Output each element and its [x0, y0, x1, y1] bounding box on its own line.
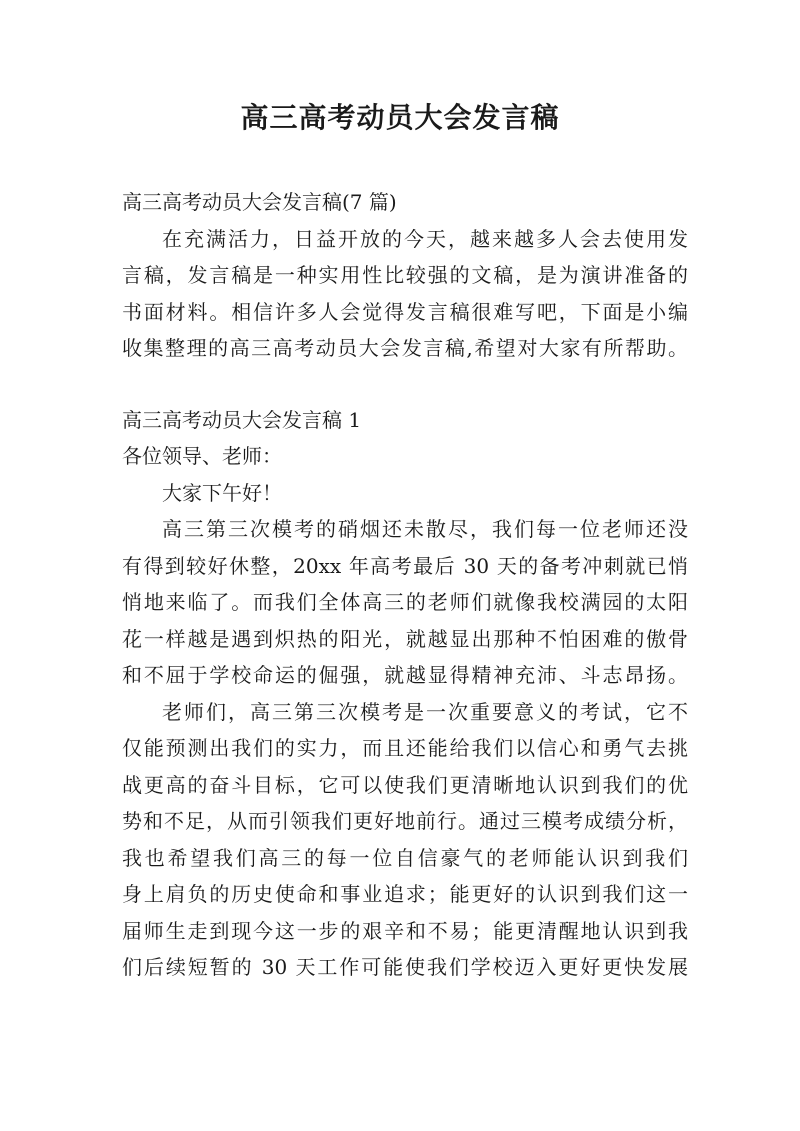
intro-line: 书面材料。相信许多人会觉得发言稿很难写吧，下面是小编 [122, 299, 688, 324]
paragraph-line: 我也希望我们高三的每一位自信豪气的老师能认识到我们 [122, 845, 688, 870]
paragraph-line: 花一样越是遇到炽热的阳光，就越显出那种不怕困难的傲骨 [122, 626, 688, 651]
document-subtitle: 高三高考动员大会发言稿(7 篇) [122, 190, 397, 214]
intro-paragraph [122, 221, 688, 367]
paragraph-line: 和不屈于学校命运的倔强，就越显得精神充沛、斗志昂扬。 [122, 663, 688, 687]
paragraph-line: 悄地来临了。而我们全体高三的老师们就像我校满园的太阳 [122, 590, 688, 614]
paragraph-line: 们后续短暂的 30 天工作可能使我们学校迈入更好更快发展 [122, 955, 688, 979]
paragraph-line: 老师们，高三第三次模考是一次重要意义的考试，它不 [162, 699, 688, 724]
section-heading: 高三高考动员大会发言稿 1 [122, 407, 362, 432]
document-body [122, 184, 688, 986]
greeting: 大家下午好！ [162, 480, 282, 505]
paragraph-line: 身上肩负的历史使命和事业追求；能更好的认识到我们这一 [122, 882, 688, 906]
intro-line: 收集整理的高三高考动员大会发言稿,希望对大家有所帮助。 [122, 336, 688, 360]
salutation: 各位领导、老师： [122, 444, 282, 468]
paragraph-line: 势和不足，从而引领我们更好地前行。通过三模考成绩分析， [122, 809, 688, 833]
intro-line: 言稿，发言稿是一种实用性比较强的文稿，是为演讲准备的 [122, 263, 688, 287]
paragraph-1 [122, 511, 688, 694]
paragraph-line: 有得到较好休整，20xx 年高考最后 30 天的备考冲刺就已悄 [122, 553, 688, 578]
paragraph-line: 届师生走到现今这一步的艰辛和不易；能更清醒地认识到我 [122, 918, 688, 943]
paragraph-line: 仅能预测出我们的实力，而且还能给我们以信心和勇气去挑 [122, 736, 688, 760]
intro-line: 在充满活力，日益开放的今天，越来越多人会去使用发 [162, 226, 688, 251]
paragraph-2 [122, 694, 688, 986]
paragraph-gap [122, 367, 688, 402]
document-title: 高三高考动员大会发言稿 [240, 101, 560, 134]
paragraph-line: 战更高的奋斗目标，它可以使我们更清晰地认识到我们的优 [122, 772, 688, 797]
paragraph-line: 高三第三次模考的硝烟还未散尽，我们每一位老师还没 [162, 517, 688, 541]
